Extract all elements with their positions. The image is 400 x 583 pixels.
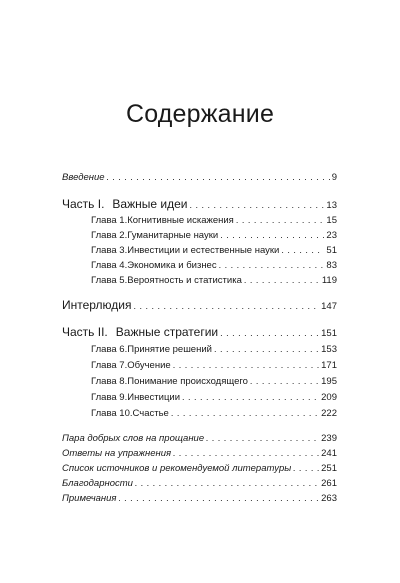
dot-leader [135, 478, 319, 488]
toc-page-number: 241 [321, 448, 337, 459]
dot-leader [182, 392, 319, 402]
toc-chapter-3[interactable] [91, 245, 337, 256]
toc-chapter-6[interactable] [91, 344, 337, 355]
dot-leader [219, 260, 325, 270]
chapter-number: Глава 4. [91, 260, 128, 271]
toc-chapter-8[interactable] [91, 376, 337, 387]
toc-entry-label: Список источников и рекомендуемой литературы [62, 463, 292, 474]
chapter-number: Глава 7. [91, 360, 128, 371]
toc-interlude[interactable] [62, 298, 337, 312]
toc-page-number: 119 [321, 275, 337, 286]
toc-entry-intro[interactable] [62, 172, 337, 183]
chapter-title: Понимание происходящего [127, 376, 248, 387]
chapter-number: Глава 1. [91, 215, 128, 226]
chapter-title: Экономика и бизнес [127, 260, 217, 271]
chapter-number: Глава 9. [91, 392, 128, 403]
dot-leader [220, 230, 324, 240]
toc-page-number: 51 [326, 245, 337, 256]
dot-leader [134, 301, 320, 311]
toc-chapter-4[interactable] [91, 260, 337, 271]
dot-leader [171, 408, 319, 418]
toc-page-number: 83 [326, 260, 337, 271]
chapter-number: Глава 5. [91, 275, 128, 286]
dot-leader [250, 376, 319, 386]
toc-page-number: 153 [321, 344, 337, 355]
dot-leader [107, 172, 330, 182]
toc-part-1[interactable] [62, 197, 337, 211]
chapter-title: Инвестиции и естественные науки [127, 245, 280, 256]
dot-leader [244, 275, 320, 285]
toc-chapter-10[interactable] [91, 408, 337, 419]
toc-page-number: 263 [321, 493, 337, 504]
dot-leader [236, 215, 325, 225]
toc-entry-farewell[interactable] [62, 433, 337, 444]
toc-page-number: 195 [321, 376, 337, 387]
toc-entry-label: Введение [62, 172, 105, 183]
toc-chapter-7[interactable] [91, 360, 337, 371]
chapter-title: Инвестиции [127, 392, 180, 403]
toc-page-number: 147 [321, 301, 337, 312]
chapter-title: Гуманитарные науки [127, 230, 219, 241]
toc-chapter-1[interactable] [91, 215, 337, 226]
chapter-title: Счастье [132, 408, 169, 419]
dot-leader [214, 344, 319, 354]
chapter-title: Вероятность и статистика [127, 275, 242, 286]
toc-entry-sources[interactable] [62, 463, 337, 474]
toc-chapter-9[interactable] [91, 392, 337, 403]
toc-entry-answers[interactable] [62, 448, 337, 459]
toc-entry-label: Благодарности [62, 478, 133, 489]
toc-page-number: 9 [331, 172, 337, 183]
dot-leader [293, 463, 319, 473]
part-title: Интерлюдия [62, 298, 132, 312]
dot-leader [220, 328, 319, 338]
chapter-title: Обучение [127, 360, 171, 371]
toc-entry-label: Пара добрых слов на прощание [62, 433, 205, 444]
page-title: Содержание [125, 100, 275, 128]
toc-page-number: 151 [321, 328, 337, 339]
part-title: Важные стратегии [115, 325, 219, 339]
toc-part-2[interactable] [62, 325, 337, 339]
chapter-title: Когнитивные искажения [127, 215, 234, 226]
toc-page-number: 251 [321, 463, 337, 474]
toc-entry-notes[interactable] [62, 493, 337, 504]
dot-leader [189, 200, 324, 210]
toc-page-number: 15 [326, 215, 337, 226]
toc-page-number: 209 [321, 392, 337, 403]
part-title: Важные идеи [112, 197, 188, 211]
chapter-number: Глава 6. [91, 344, 128, 355]
toc-page-number: 239 [321, 433, 337, 444]
toc-entry-acknowledgements[interactable] [62, 478, 337, 489]
dot-leader [281, 245, 324, 255]
chapter-number: Глава 2. [91, 230, 128, 241]
dot-leader [173, 448, 319, 458]
toc-entry-label: Примечания [62, 493, 117, 504]
dot-leader [119, 493, 320, 503]
toc-page-number: 171 [321, 360, 337, 371]
part-label: Часть I. [62, 197, 105, 211]
chapter-number: Глава 8. [91, 376, 128, 387]
chapter-number: Глава 10. [91, 408, 133, 419]
chapter-number: Глава 3. [91, 245, 128, 256]
dot-leader [206, 433, 319, 443]
toc-page-number: 23 [326, 230, 337, 241]
toc-chapter-5[interactable] [91, 275, 337, 286]
toc-page-number: 13 [326, 200, 337, 211]
chapter-title: Принятие решений [127, 344, 212, 355]
toc-page-number: 222 [321, 408, 337, 419]
part-label: Часть II. [62, 325, 108, 339]
dot-leader [173, 360, 319, 370]
toc-entry-label: Ответы на упражнения [62, 448, 172, 459]
toc-chapter-2[interactable] [91, 230, 337, 241]
toc-page-number: 261 [321, 478, 337, 489]
